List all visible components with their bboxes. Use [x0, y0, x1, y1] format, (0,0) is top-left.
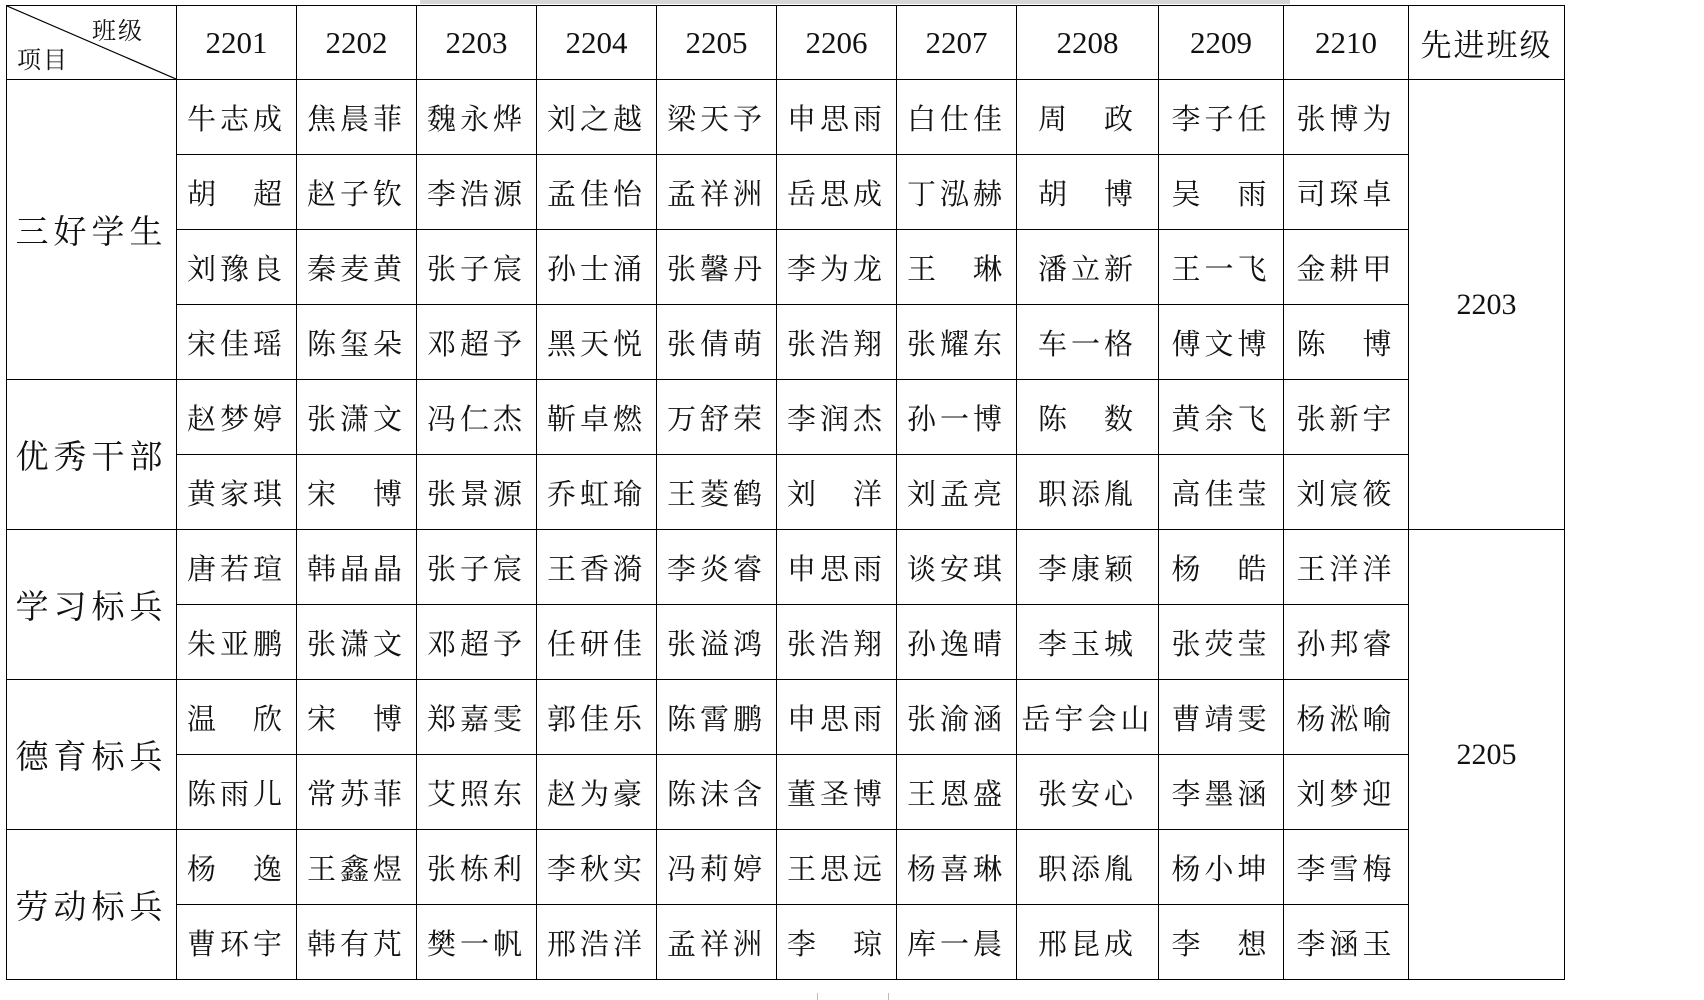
table-row — [7, 905, 1565, 980]
table-row — [7, 305, 1565, 380]
page-break-mark — [817, 993, 889, 1000]
table-row — [7, 755, 1565, 830]
class-header-cell: 2210 — [1284, 6, 1409, 80]
student-name-cell: 王菱鹤 — [657, 455, 777, 530]
student-name-cell: 邢浩洋 — [537, 905, 657, 980]
student-name-cell: 李玉城 — [1017, 605, 1159, 680]
student-name-cell: 陈霄鹏 — [657, 680, 777, 755]
student-name-cell: 张子宸 — [417, 230, 537, 305]
table-row — [7, 605, 1565, 680]
student-name-cell: 赵为豪 — [537, 755, 657, 830]
student-name-cell: 张溢鸿 — [657, 605, 777, 680]
corner-header-cell — [7, 6, 177, 80]
class-header-cell: 2204 — [537, 6, 657, 80]
student-name-cell: 李润杰 — [777, 380, 897, 455]
student-name-cell: 李炎睿 — [657, 530, 777, 605]
student-name-cell: 潘立新 — [1017, 230, 1159, 305]
student-name-cell: 杨 皓 — [1159, 530, 1284, 605]
table-row — [7, 680, 1565, 755]
student-name-cell: 刘之越 — [537, 80, 657, 155]
category-cell: 劳动标兵 — [7, 830, 177, 980]
student-name-cell: 黄家琪 — [177, 455, 297, 530]
student-name-cell: 乔虹瑜 — [537, 455, 657, 530]
student-name-cell: 司琛卓 — [1284, 155, 1409, 230]
student-name-cell: 岳宇会山 — [1017, 680, 1159, 755]
student-name-cell: 赵梦婷 — [177, 380, 297, 455]
student-name-cell: 张子宸 — [417, 530, 537, 605]
student-name-cell: 岳思成 — [777, 155, 897, 230]
student-name-cell: 邓超予 — [417, 605, 537, 680]
student-name-cell: 王香漪 — [537, 530, 657, 605]
student-name-cell: 高佳莹 — [1159, 455, 1284, 530]
student-name-cell: 张潇文 — [297, 380, 417, 455]
student-name-cell: 张新宇 — [1284, 380, 1409, 455]
student-name-cell: 申思雨 — [777, 80, 897, 155]
student-name-cell: 刘宸筱 — [1284, 455, 1409, 530]
student-name-cell: 周 政 — [1017, 80, 1159, 155]
class-header-cell: 2203 — [417, 6, 537, 80]
student-name-cell: 李为龙 — [777, 230, 897, 305]
student-name-cell: 宋佳瑶 — [177, 305, 297, 380]
student-name-cell: 金耕甲 — [1284, 230, 1409, 305]
student-name-cell: 唐若瑄 — [177, 530, 297, 605]
student-name-cell: 邓超予 — [417, 305, 537, 380]
student-name-cell: 曹靖雯 — [1159, 680, 1284, 755]
student-name-cell: 孙逸晴 — [897, 605, 1017, 680]
student-name-cell: 张耀东 — [897, 305, 1017, 380]
category-cell: 优秀干部 — [7, 380, 177, 530]
student-name-cell: 任研佳 — [537, 605, 657, 680]
student-name-cell: 李子任 — [1159, 80, 1284, 155]
student-name-cell: 车一格 — [1017, 305, 1159, 380]
student-name-cell: 邢昆成 — [1017, 905, 1159, 980]
student-name-cell: 秦麦黄 — [297, 230, 417, 305]
student-name-cell: 梁天予 — [657, 80, 777, 155]
student-name-cell: 王一飞 — [1159, 230, 1284, 305]
class-header-cell: 2201 — [177, 6, 297, 80]
student-name-cell: 孟祥洲 — [657, 155, 777, 230]
student-name-cell: 张荧莹 — [1159, 605, 1284, 680]
category-cell: 三好学生 — [7, 80, 177, 380]
student-name-cell: 韩晶晶 — [297, 530, 417, 605]
advanced-class-header: 先进班级 — [1409, 6, 1565, 80]
student-name-cell: 韩有芃 — [297, 905, 417, 980]
student-name-cell: 李秋实 — [537, 830, 657, 905]
student-name-cell: 万舒荣 — [657, 380, 777, 455]
student-name-cell: 冯莉婷 — [657, 830, 777, 905]
student-name-cell: 赵子钦 — [297, 155, 417, 230]
student-name-cell: 王 琳 — [897, 230, 1017, 305]
student-name-cell: 张浩翔 — [777, 605, 897, 680]
student-name-cell: 冯仁杰 — [417, 380, 537, 455]
student-name-cell: 宋 博 — [297, 680, 417, 755]
student-name-cell: 陈沫含 — [657, 755, 777, 830]
student-name-cell: 申思雨 — [777, 680, 897, 755]
student-name-cell: 黄余飞 — [1159, 380, 1284, 455]
student-name-cell: 职添胤 — [1017, 455, 1159, 530]
student-name-cell: 李墨涵 — [1159, 755, 1284, 830]
table-row — [7, 155, 1565, 230]
category-cell: 学习标兵 — [7, 530, 177, 680]
student-name-cell: 王恩盛 — [897, 755, 1017, 830]
student-name-cell: 李 琼 — [777, 905, 897, 980]
class-header-cell: 2202 — [297, 6, 417, 80]
student-name-cell: 曹环宇 — [177, 905, 297, 980]
student-name-cell: 杨喜琳 — [897, 830, 1017, 905]
student-name-cell: 常苏菲 — [297, 755, 417, 830]
category-cell: 德育标兵 — [7, 680, 177, 830]
student-name-cell: 朱亚鹏 — [177, 605, 297, 680]
student-name-cell: 李涵玉 — [1284, 905, 1409, 980]
class-header-cell: 2209 — [1159, 6, 1284, 80]
student-name-cell: 陈雨儿 — [177, 755, 297, 830]
student-name-cell: 张馨丹 — [657, 230, 777, 305]
student-name-cell: 刘孟亮 — [897, 455, 1017, 530]
table-row — [7, 530, 1565, 605]
student-name-cell: 樊一帆 — [417, 905, 537, 980]
student-name-cell: 张景源 — [417, 455, 537, 530]
student-name-cell: 李雪梅 — [1284, 830, 1409, 905]
student-name-cell: 李浩源 — [417, 155, 537, 230]
corner-class-label: 班级 — [92, 17, 144, 45]
student-name-cell: 孙士涌 — [537, 230, 657, 305]
header-row — [7, 6, 1565, 80]
student-name-cell: 李康颖 — [1017, 530, 1159, 605]
student-name-cell: 李 想 — [1159, 905, 1284, 980]
student-name-cell: 陈 数 — [1017, 380, 1159, 455]
student-name-cell: 胡 博 — [1017, 155, 1159, 230]
student-name-cell: 丁泓赫 — [897, 155, 1017, 230]
student-name-cell: 王思远 — [777, 830, 897, 905]
table-row — [7, 455, 1565, 530]
student-name-cell: 傅文博 — [1159, 305, 1284, 380]
student-name-cell: 孟祥洲 — [657, 905, 777, 980]
student-name-cell: 杨小坤 — [1159, 830, 1284, 905]
student-name-cell: 职添胤 — [1017, 830, 1159, 905]
student-name-cell: 张浩翔 — [777, 305, 897, 380]
advanced-class-cell: 2205 — [1409, 530, 1565, 980]
class-header-cell: 2207 — [897, 6, 1017, 80]
class-header-cell: 2208 — [1017, 6, 1159, 80]
student-name-cell: 张倩萌 — [657, 305, 777, 380]
student-name-cell: 温 欣 — [177, 680, 297, 755]
student-name-cell: 胡 超 — [177, 155, 297, 230]
student-name-cell: 张栋利 — [417, 830, 537, 905]
table-row — [7, 80, 1565, 155]
selection-indicator-bar — [420, 0, 1290, 4]
student-name-cell: 张潇文 — [297, 605, 417, 680]
student-name-cell: 孙一博 — [897, 380, 1017, 455]
table-row — [7, 830, 1565, 905]
student-name-cell: 焦晨菲 — [297, 80, 417, 155]
student-name-cell: 申思雨 — [777, 530, 897, 605]
student-name-cell: 杨 逸 — [177, 830, 297, 905]
student-name-cell: 宋 博 — [297, 455, 417, 530]
student-name-cell: 库一晨 — [897, 905, 1017, 980]
student-name-cell: 董圣博 — [777, 755, 897, 830]
student-name-cell: 艾照东 — [417, 755, 537, 830]
student-name-cell: 刘豫良 — [177, 230, 297, 305]
class-header-cell: 2205 — [657, 6, 777, 80]
student-name-cell: 孟佳怡 — [537, 155, 657, 230]
student-name-cell: 牛志成 — [177, 80, 297, 155]
student-name-cell: 陈 博 — [1284, 305, 1409, 380]
student-name-cell: 刘梦迎 — [1284, 755, 1409, 830]
student-name-cell: 杨淞喻 — [1284, 680, 1409, 755]
class-header-cell: 2206 — [777, 6, 897, 80]
student-name-cell: 魏永烨 — [417, 80, 537, 155]
student-name-cell: 吴 雨 — [1159, 155, 1284, 230]
student-name-cell: 孙邦睿 — [1284, 605, 1409, 680]
student-name-cell: 靳卓燃 — [537, 380, 657, 455]
student-name-cell: 黑天悦 — [537, 305, 657, 380]
student-name-cell: 陈玺朵 — [297, 305, 417, 380]
student-name-cell: 张安心 — [1017, 755, 1159, 830]
student-name-cell: 王鑫煜 — [297, 830, 417, 905]
honor-roll-table — [6, 5, 1565, 980]
student-name-cell: 王洋洋 — [1284, 530, 1409, 605]
table-row — [7, 380, 1565, 455]
student-name-cell: 张渝涵 — [897, 680, 1017, 755]
advanced-class-cell: 2203 — [1409, 80, 1565, 530]
corner-item-label: 项目 — [17, 46, 69, 74]
student-name-cell: 谈安琪 — [897, 530, 1017, 605]
table-row — [7, 230, 1565, 305]
student-name-cell: 张博为 — [1284, 80, 1409, 155]
student-name-cell: 白仕佳 — [897, 80, 1017, 155]
student-name-cell: 郑嘉雯 — [417, 680, 537, 755]
student-name-cell: 刘 洋 — [777, 455, 897, 530]
student-name-cell: 郭佳乐 — [537, 680, 657, 755]
